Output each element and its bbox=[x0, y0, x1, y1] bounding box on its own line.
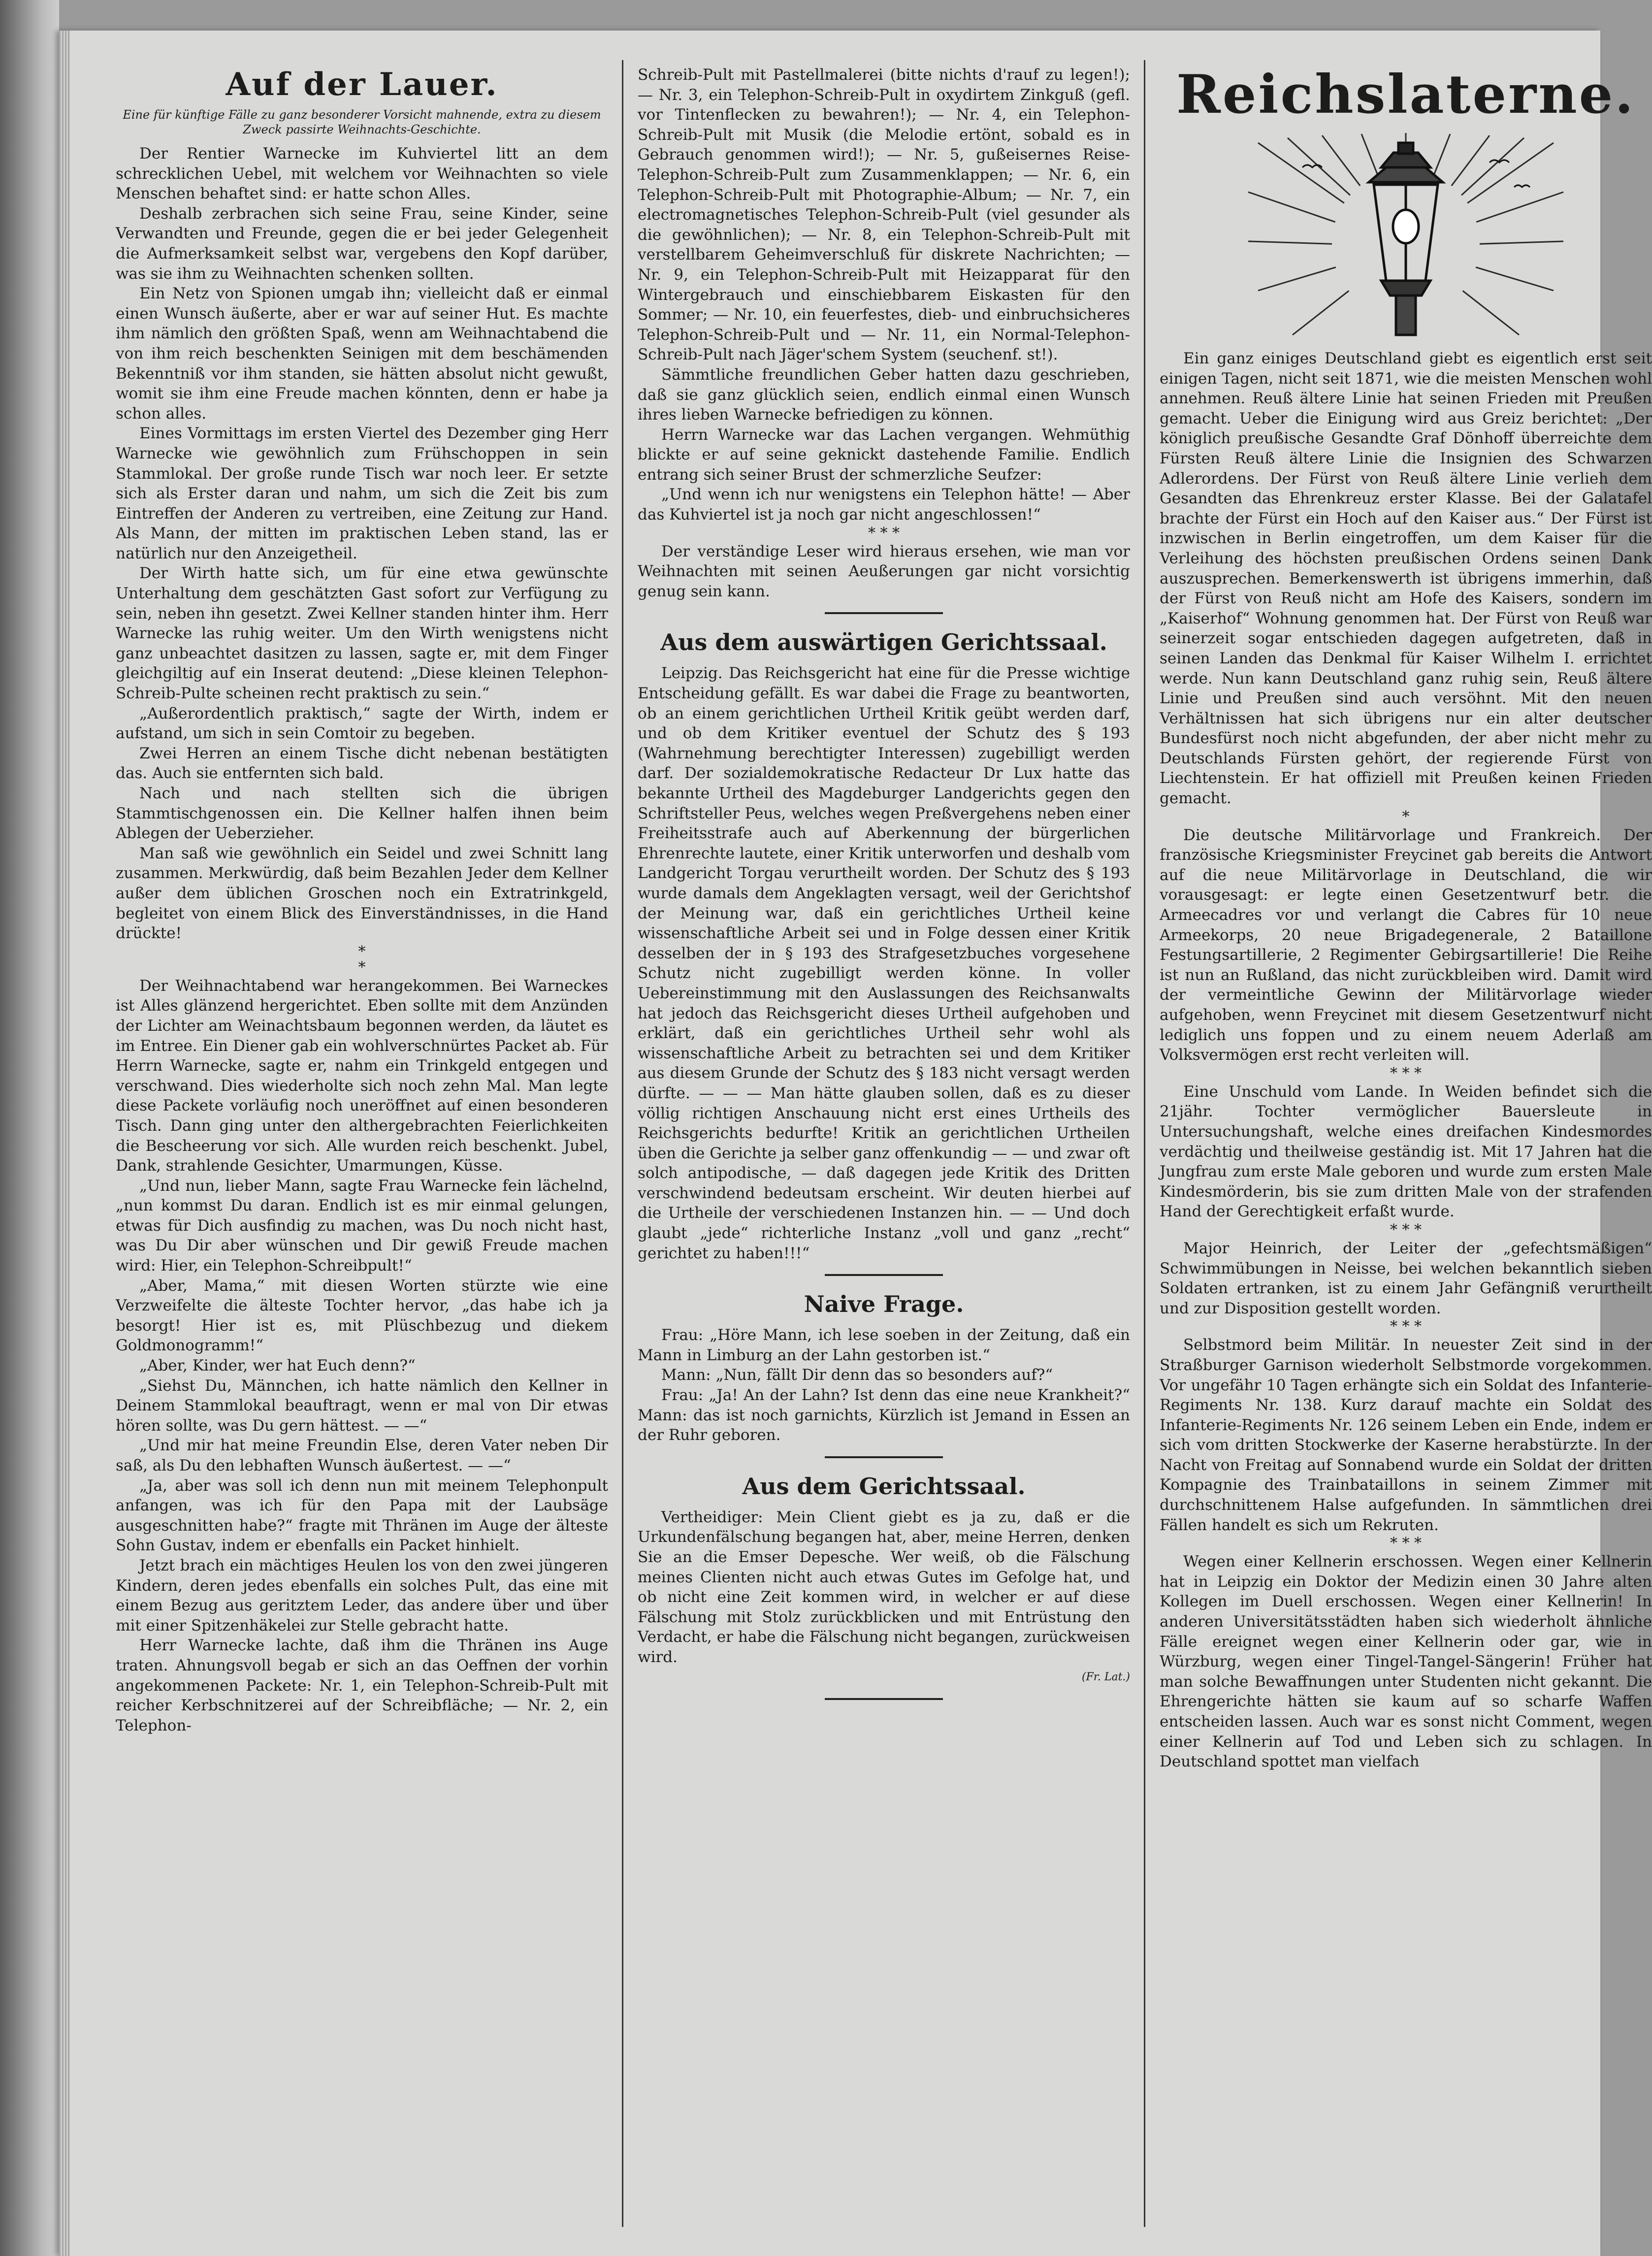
paragraph: Herr Warnecke lachte, daß ihm die Thränen ins Auge traten. Ahnungsvoll begab er sich an das Oeffnen der vorhin angekommenen Packete: Nr. 1, ein Telephon-Schreib-Pult mit reicher Kerbschnitzerei auf der Schreibfläche; — Nr. 2, ein Telephon- bbox=[116, 1636, 608, 1734]
separator-stars: * * * bbox=[1390, 1221, 1422, 1239]
paragraph: Ein Netz von Spionen umgab ihn; vielleicht daß er einmal einen Wunsch äußerte, aber er war auf seiner Hut. Es machte ihm nämlich den größten Spaß, wenn am Weihnachtabend die von ihm reich beschenkten Seinigen mit dem beschämenden Bekenntniß vor ihm standen, sie hätten absolut nicht gewußt, womit sie ihm eine Freude machen könnten, denn er habe ja schon alles. bbox=[116, 285, 608, 423]
separator-stars: * * * bbox=[868, 524, 900, 542]
paragraph: Der Weihnachtabend war herangekommen. Bei Warneckes ist Alles glänzend hergerichtet. Eben sollte mit dem Anzünden der Lichter am Weinachtsbaum begonnen werden, da läutet es im Entree. Ein Diener gab ein wohlverschnürtes Packet ab. Für Herrn Warnecke, sagte er, nahm ein Trinkgeld entgegen und verschwand. Dies wiederholte sich noch zehn Mal. Man legte diese Packete vorläufig noch uneröffnet auf einen besonderen Tisch. Dann ging unter den althergebrachten Feierlichkeiten die Bescheerung vor sich. Alle wurden reich beschenkt. Jubel, Dank, strahlende Gesichter, Umarmungen, Küsse. bbox=[116, 977, 608, 1175]
paragraph: Herrn Warnecke war das Lachen vergangen. Wehmüthig blickte er auf seine geknickt dastehende Familie. Endlich entrang sich seiner Brust der schmerzliche Seufzer: bbox=[638, 425, 1130, 484]
paragraph: Ein ganz einiges Deutschland giebt es eigentlich erst seit einigen Tagen, nicht seit 1871, wie die meisten Menschen wohl annehmen. Reuß ältere Linie hat seinen Frieden mit Preußen gemacht. Ueber die Einigung wird aus Greiz berichtet: „Der königlich preußische Gesandte Graf Dönhoff überreichte dem Fürsten Reuß ältere Linie die Insignien des Schwarzen Adlerordens. Der Fürst von Reuß ältere Linie verlieh dem Gesandten das Ehrenkreuz erster Klasse. Bei der Galatafel brachte der Fürst ein Hoch auf den Kaiser aus.“ Der Fürst ist inzwischen in Berlin eingetroffen, um dem Kaiser für die Verleihung des höchsten preußischen Ordens seinen Dank auszusprechen. Bemerkenswerth ist übrigens immerhin, daß der Fürst von Reuß nicht am Hofe des Kaisers, sondern im „Kaiserhof“ Wohnung genommen hat. Der Fürst von Reuß war seinerzeit sogar entschieden dagegen aufgetreten, daß in seinen Landen das Denkmal für Kaiser Wilhelm I. errichtet werde. Nun kann Deutschland ganz ruhig sein, Reuß ältere Linie und Preußen sind auch versöhnt. Mit den neuen Verhältnissen hat sich übrigens nur ein alter deutscher Bundesfürst noch nicht abgefunden, der aber nicht mehr zu Deutschlands Fürsten gehört, der regierende Fürst von Liechtenstein. Er hat offiziell mit Preußen keinen Frieden gemacht. bbox=[1160, 350, 1652, 808]
paragraph: Schreib-Pult mit Pastellmalerei (bitte nichts d'rauf zu legen!); — Nr. 3, ein Telephon-Schreib-Pult in oxydirtem Zinkguß (gefl. vor Tintenflecken zu bewahren!); — Nr. 4, ein Telephon-Schreib-Pult mit Musik (die Melodie ertönt, sobald es in Gebrauch genommen wird!); — Nr. 5, gußeisernes Reise-Telephon-Schreib-Pult zum Zusammenklappen; — Nr. 6, ein Telephon-Schreib-Pult mit Photographie-Album; — Nr. 7, ein electromagnetisches Telephon-Schreib-Pult (viel gesunder als die gewöhnlichen); — Nr. 8, ein Telephon-Schreib-Pult mit verstellbarem Geheimverschluß für diskrete Nachrichten; — Nr. 9, ein Telephon-Schreib-Pult mit Heizapparat für den Wintergebrauch und einschiebbarem Eiskasten für den Sommer; — Nr. 10, ein feuerfestes, dieb- und einbruchsicheres Telephon-Schreib-Pult und — Nr. 11, ein Normal-Telephon-Schreib-Pult nach Jäger'schem System (seuchenf. st!). bbox=[638, 66, 1130, 364]
paragraph: Deshalb zerbrachen sich seine Frau, seine Kinder, seine Verwandten und Freunde, gegen die er bei jeder Gelegenheit die Aufmerksamkeit selbst war, vergebens den Kopf darüber, was sie ihm zu Weihnachten schenken sollten. bbox=[116, 204, 608, 283]
separator-stars: * * * bbox=[1390, 1318, 1422, 1336]
right-column bbox=[1160, 65, 1652, 2222]
paragraph: Der Wirth hatte sich, um für eine etwa gewünschte Unterhaltung dem geschätzten Gast sofort zur Verfügung zu sein, neben ihn gesetzt. Zwei Kellner standen hinter ihm. Herr Warnecke las ruhig weiter. Um den Wirth wenigstens nicht ganz unbeachtet dasitzen zu lassen, sagte er, mit dem Finger gleichgiltig auf ein Inserat deutend: „Diese kleinen Telephon-Schreib-Pulte scheinen recht praktisch zu sein.“ bbox=[116, 564, 608, 703]
paragraph: Eine Unschuld vom Lande. In Weiden befindet sich die 21jähr. Tochter vermöglicher Bauersleute in Untersuchungshaft, welche eines dreifachen Kindesmordes verdächtig und theilweise geständig ist. Mit 17 Jahren hat die Jungfrau zum erste Male geboren und wurde zum ersten Male Kindesmörderin, bis sie zum dritten Male von der strafenden Hand der Gerechtigkeit erfaßt wurde. bbox=[1160, 1082, 1652, 1221]
paragraph: Zwei Herren an einem Tische dicht nebenan bestätigten das. Auch sie entfernten sich bald. bbox=[116, 744, 608, 783]
separator-star: * bbox=[358, 943, 366, 960]
column-rule-right bbox=[1144, 60, 1145, 2227]
paragraph: Leipzig. Das Reichsgericht hat eine für die Presse wichtige Entscheidung gefällt. Es war dabei die Frage zu beantworten, ob an einem gerichtlichen Urtheil Kritik geübt werden darf, und ob dem Kritiker eventuel der Schutz des § 193 (Wahrnehmung berechtigter Interessen) zugebilligt werden darf. Der sozialdemokratische Redacteur Dr Lux hatte das bekannte Urtheil des Magdeburger Landgerichts gegen den Schriftsteller Peus, welches wegen Preßvergehens neben einer Freiheitsstrafe auch auf Aberkennung der bürgerlichen Ehrenrechte lautete, einer Kritik unterworfen und deshalb vom Landgericht Torgau verurtheilt worden. Der Schutz des § 193 wurde damals dem Angeklagten versagt, weil der Gerichtshof der Meinung war, daß ein gerichtliches Urtheil keine wissenschaftliche Arbeit sei und in Folge dessen einer Kritik desselben der in § 193 des Strafgesetzbuches vorgesehene Schutz nicht zugebilligt werden könne. In voller Uebereinstimmung mit den Auslassungen des Reichsanwalts hat jedoch das Reichsgericht dieses Urtheil aufgehoben und erklärt, daß ein gerichtliches Urtheil sehr wohl als wissenschaftliche Arbeit zu betrachten sei und dem Kritiker aus diesem Grunde der Schutz des § 183 nicht versagt werden dürfte. — — — Man hätte glauben sollen, daß es zu dieser völlig richtigen Anschauung nicht erst eines Urtheils des Reichsgerichts bedurfte! Kritik an gerichtlichen Urtheilen üben die Gerichte ja selber ganz offenkundig — — und zwar oft solch antipodische, — daß dagegen jede Kritik des Dritten verschwindend bedeutsam erscheint. Wir deuten hierbei auf die Urtheile der verschiedenen Instanzen hin. — — Und doch glaubt „jede“ richterliche Instanz „voll und ganz „recht“ gerichtet zu haben!!!“ bbox=[638, 664, 1130, 1262]
column-rule-left bbox=[622, 60, 623, 2227]
paragraph: Mann: „Nun, fällt Dir denn das so besonders auf?“ bbox=[661, 1366, 1053, 1384]
paragraph: „Aber, Mama,“ mit diesen Worten stürzte wie eine Verzweifelte die älteste Tochter hervor, „das habe ich ja besorgt! Hier ist es, mit Plüschbezug und diekem Goldmonogramm!“ bbox=[116, 1276, 608, 1355]
middle-column bbox=[638, 65, 1130, 2222]
paragraph: „Siehst Du, Männchen, ich hatte nämlich den Kellner in Deinem Stammlokal beauftragt, wenn er mal von Dir etwas hören sollte, was Du gern hättest. — —“ bbox=[116, 1376, 608, 1435]
paragraph: Jetzt brach ein mächtiges Heulen los von den zwei jüngeren Kindern, deren jedes ebenfalls ein solches Pult, das eine mit einem Bezug aus geritztem Leder, das andere über und über mit einer Spitzenhäkelei zur Stelle gebracht hatte. bbox=[116, 1556, 608, 1635]
section-title-naive-frage: Naive Frage. bbox=[804, 1291, 964, 1318]
section-divider bbox=[825, 612, 943, 614]
book-spine bbox=[0, 0, 59, 2256]
masthead-reichslaterne: Reichslaterne. bbox=[1176, 64, 1635, 126]
paragraph: „Außerordentlich praktisch,“ sagte der Wirth, indem er aufstand, um sich in sein Comtoir zu begeben. bbox=[116, 704, 608, 743]
article-title-auf-der-lauer: Auf der Lauer. bbox=[226, 66, 498, 103]
paragraph: Vertheidiger: Mein Client giebt es ja zu, daß er die Urkundenfälschung begangen hat, aber, meine Herren, denken Sie an die Emser Depesche. Wer weiß, ob die Fälschung meines Clienten nicht auch etwas Gutes im Gefolge hat, und ob nicht eine Zeit kommen wird, in welcher er auf diese Fälschung mit Stolz zurückblicken und mit Entrüstung den Verdacht, er habe die Fälschung nicht begangen, zurückweisen wird. bbox=[638, 1508, 1130, 1666]
paragraph: Die deutsche Militärvorlage und Frankreich. Der französische Kriegsminister Freycinet gab bereits die Antwort auf die neue Militärvorlage in Deutschland, die wir vorausgesagt: er legte einen Gesetzentwurf betr. die Armeecadres vor und verlangt die Cabres für 10 neue Armeekorps, 20 neue Brigadegenerale, 2 Bataillone Festungsartillerie, 2 Regimenter Gebirgsartillerie! Die Reihe ist nun an Rußland, das nicht zurückbleiben wird. Damit wird der vermeintliche Gewinn der Militärvorlage wieder aufgehoben, wenn Freycinet mit diesem Gesetzentwurf nicht lediglich uns foppen und zu einem neuem Aderlaß am Volksvermögen erst recht verleiten will. bbox=[1160, 826, 1652, 1064]
separator-stars: * * * bbox=[1390, 1064, 1422, 1082]
newspaper-page bbox=[59, 31, 1652, 2256]
source-signature: (Fr. Lat.) bbox=[1081, 1670, 1130, 1683]
section-divider bbox=[825, 1456, 943, 1458]
paragraph: Major Heinrich, der Leiter der „gefechtsmäßigen“ Schwimmübungen in Neisse, bei welchen bekanntlich sieben Soldaten ertranken, ist zu einem Jahr Gefängniß verurtheilt und zur Disposition gestellt worden. bbox=[1160, 1239, 1652, 1317]
paragraph: Sämmtliche freundlichen Geber hatten dazu geschrieben, daß sie ganz glücklich seien, endlich einmal einen Wunsch ihres lieben Warnecke befriedigen zu können. bbox=[638, 365, 1130, 424]
paragraph: „Ja, aber was soll ich denn nun mit meinem Telephonpult anfangen, was ich für den Papa mit der Laubsäge ausgeschnitten habe?“ fragte mit Thränen im Auge der älteste Sohn Gustav, indem er ebenfalls ein Packet hinhielt. bbox=[116, 1476, 608, 1555]
paragraph: Eines Vormittags im ersten Viertel des Dezember ging Herr Warnecke wie gewöhnlich zum Frühschoppen in sein Stammlokal. Der große runde Tisch war noch leer. Er setzte sich als Erster daran und nahm, um sich die Zeit bis zum Eintreffen der Anderen zu vertreiben, eine Zeitung zur Hand. Als Mann, der mitten im praktischen Leben stand, las er natürlich nur den Anzeigetheil. bbox=[116, 425, 608, 562]
closing-rule bbox=[825, 1698, 943, 1700]
section-divider bbox=[825, 1274, 943, 1276]
section-title-auswaertiger-gerichtssaal: Aus dem auswärtigen Gerichtssaal. bbox=[660, 629, 1107, 656]
lantern-illustration bbox=[1248, 133, 1563, 340]
paragraph-moral: Der verständige Leser wird hieraus ersehen, wie man vor Weihnachten mit seinen Aeußerungen gar nicht vorsichtig genug sein kann. bbox=[638, 542, 1130, 600]
article-subtitle: Eine für künftige Fälle zu ganz besonderer Vorsicht mahnende, extra zu diesem Zweck passirte Weihnachts-Geschichte. bbox=[123, 108, 601, 136]
paragraph: Frau: „Ja! An der Lahn? Ist denn das eine neue Krankheit?“ Mann: das ist noch garnichts, Kürzlich ist Jemand in Essen an der Ruhr geboren. bbox=[638, 1386, 1130, 1444]
paragraph: Nach und nach stellten sich die übrigen Stammtischgenossen ein. Die Kellner halfen ihnen beim Ablegen der Ueberzieher. bbox=[116, 785, 608, 843]
paragraph: „Und mir hat meine Freundin Else, deren Vater neben Dir saß, als Du den lebhaften Wunsch äußertest. — —“ bbox=[116, 1437, 608, 1474]
section-title-gerichtssaal: Aus dem Gerichtssaal. bbox=[742, 1472, 1026, 1500]
paragraph: Man saß wie gewöhnlich ein Seidel und zwei Schnitt lang zusammen. Merkwürdig, daß beim Bezahlen Jeder dem Kellner außer dem üblichen Groschen noch ein Extratrinkgeld, begleitet von einem Blick des Einverständnisses, in die Hand drückte! bbox=[116, 844, 608, 943]
paragraph: Selbstmord beim Militär. In neuester Zeit sind in der Straßburger Garnison wiederholt Selbstmorde vorgekommen. Vor ungefähr 10 Tagen erhängte sich ein Soldat des Infanterie-Regiments Nr. 138. Kurz darauf machte ein Soldat des Infanterie-Regiments Nr. 126 seinem Leben ein Ende, indem er sich vom dritten Stockwerke der Kaserne herabstürzte. In der Nacht von Freitag auf Sonnabend wurde ein Soldat der dritten Kompagnie des Trainbataillons in seinem Zimmer mit durchschnittenem Halse aufgefunden. In sämmtlichen drei Fällen handelt es sich um Rekruten. bbox=[1160, 1336, 1652, 1534]
paragraph: Der Rentier Warnecke im Kuhviertel litt an dem schrecklichen Uebel, mit welchem vor Weihnachten so viele Menschen behaftet sind: er hatte schon Alles. bbox=[116, 145, 608, 203]
paragraph: Wegen einer Kellnerin erschossen. Wegen einer Kellnerin hat in Leipzig ein Doktor der Medizin einen 30 Jahre alten Kollegen im Duell erschossen. Wegen einer Kellnerin! In anderen Universitätsstädten haben sich wiederholt ähnliche Fälle ereignet wegen einer Kellnerin oder gar, wie in Würzburg, wegen einer Tingel-Tangel-Sängerin! Früher hat man solche Bewaffnungen unter Studenten nicht gekannt. Die Ehrengerichte hätten sie kaum auf so scharfe Waffen entscheiden lassen. Auch war es sonst nicht Comment, wegen einer Kellnerin auf Tod und Leben sich zu schlagen. In Deutschland spottet man vielfach bbox=[1160, 1553, 1652, 1771]
paragraph: „Aber, Kinder, wer hat Euch denn?“ bbox=[139, 1357, 416, 1375]
separator-star: * bbox=[1402, 808, 1410, 825]
page-edge bbox=[59, 31, 70, 2256]
paragraph: Frau: „Höre Mann, ich lese soeben in der Zeitung, daß ein Mann in Limburg an der Lahn gestorben ist.“ bbox=[638, 1326, 1130, 1364]
separator-star: * bbox=[358, 958, 366, 976]
left-column bbox=[116, 65, 608, 2222]
paragraph: „Und wenn ich nur wenigstens ein Telephon hätte! — Aber das Kuhviertel ist ja noch gar nicht angeschlossen!“ bbox=[638, 486, 1130, 524]
paragraph: „Und nun, lieber Mann, sagte Frau Warnecke fein lächelnd, „nun kommst Du daran. Endlich ist es mir einmal gelungen, etwas für Dich ausfindig zu machen, was Du noch nicht hast, was Du Dir aber wünschen und Dir gewiß Freude machen wird: Hier, ein Telephon-Schreibpult!“ bbox=[116, 1177, 608, 1275]
separator-stars: * * * bbox=[1390, 1535, 1422, 1552]
